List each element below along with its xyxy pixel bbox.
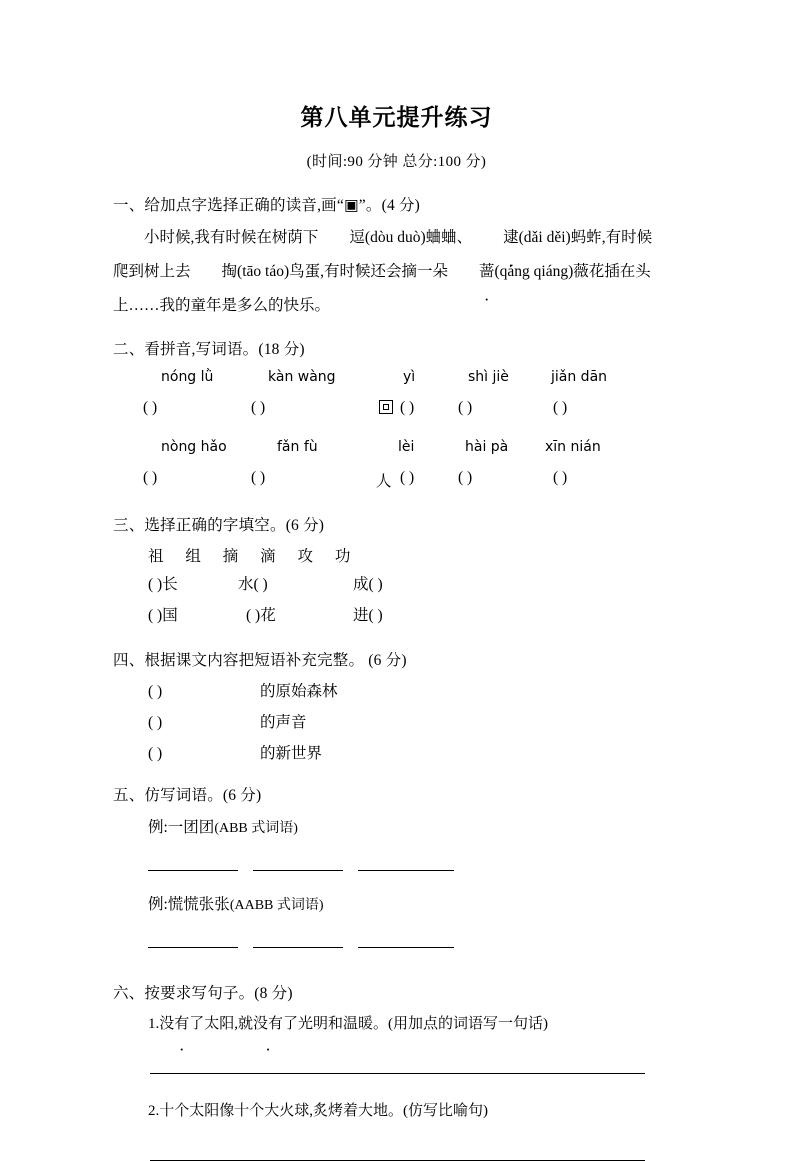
fill-blank[interactable]: 成( ): [353, 575, 383, 593]
section-5-blank-row-2: [148, 935, 793, 961]
para-text: (dòu duò)蛐蛐、: [364, 228, 473, 246]
section-4-item-3: [148, 738, 793, 769]
pinyin-xin-nian: xīn nián: [545, 438, 601, 455]
answer-blank[interactable]: ( ): [251, 398, 266, 416]
dotted-phrase-jiumeiyoule: 就没有了: [238, 1015, 299, 1032]
section-3-row-2: [148, 603, 793, 634]
write-blank[interactable]: [253, 947, 343, 948]
prefix-char-ren: 人: [376, 472, 392, 490]
question-text: 太阳,: [204, 1015, 239, 1032]
example-note: (ABB 式词语): [214, 820, 298, 836]
section-5-example-2: [148, 890, 793, 921]
question-number: 2.: [148, 1102, 160, 1119]
para-text: (tāo táo)鸟蛋,有时候还会摘一朵: [237, 262, 448, 280]
section-2-answer-row-2: [113, 469, 793, 501]
answer-rule-2[interactable]: [150, 1160, 645, 1161]
dotted-char-tao: 掏: [221, 262, 238, 280]
pinyin-nong-hao: nòng hǎo: [161, 438, 227, 455]
write-blank[interactable]: [148, 870, 238, 871]
example-note: (AABB 式词语): [229, 897, 324, 913]
section-3-row-1: [148, 572, 793, 603]
item-label: 的新世界: [260, 744, 323, 762]
section-6-heading: 六、按要求写句子。(8 分): [113, 984, 293, 1002]
section-5-heading: 五、仿写词语。(6 分): [113, 786, 262, 804]
answer-blank[interactable]: ( ): [148, 744, 163, 762]
pinyin-yi: yì: [403, 368, 416, 385]
answer-blank[interactable]: ( ): [400, 398, 415, 416]
section-2-pinyin-row-1: [113, 369, 793, 399]
dotted-char-dai: 逮: [503, 228, 519, 246]
answer-blank[interactable]: ( ): [148, 713, 163, 731]
answer-blank[interactable]: ( ): [143, 398, 158, 416]
para-text: 小时候,我有时候在树荫下: [144, 228, 319, 246]
write-blank[interactable]: [358, 870, 454, 871]
section-3-char-pool: 祖 组 摘 滴 攻 功: [148, 547, 360, 565]
answer-blank[interactable]: ( ): [458, 468, 473, 486]
dotted-phrase-meiyoule: 没有了: [159, 1015, 205, 1032]
section-2-pinyin-row-2: [113, 439, 793, 469]
answer-blank[interactable]: ( ): [251, 468, 266, 486]
section-4-item-2: [148, 707, 793, 738]
fill-blank[interactable]: 水( ): [238, 575, 268, 593]
page-title: 第八单元提升练习: [300, 105, 493, 130]
pinyin-shi-jie: shì jiè: [468, 368, 509, 385]
question-text: 光明和温暖。(用加点的词语写一句话): [298, 1015, 549, 1032]
item-label: 的声音: [260, 713, 307, 731]
pinyin-kan-wang: kàn wàng: [268, 368, 336, 385]
write-blank[interactable]: [358, 947, 454, 948]
para-text: 上……我的童年是多么的快乐。: [113, 296, 331, 314]
para-text: (qáng qiáng)薇花插在头: [494, 262, 651, 280]
prefix-box-icon: [379, 399, 393, 418]
section-4-item-1: [148, 676, 793, 707]
section-5-blank-row-1: [148, 858, 793, 884]
fill-blank[interactable]: ( )花: [246, 606, 276, 624]
answer-blank[interactable]: ( ): [400, 468, 415, 486]
pinyin-jian-dan: jiǎn dān: [551, 368, 608, 385]
fill-blank[interactable]: 进( ): [353, 606, 383, 624]
write-blank[interactable]: [148, 947, 238, 948]
answer-rule-1[interactable]: [150, 1073, 645, 1074]
answer-blank[interactable]: ( ): [458, 398, 473, 416]
section-2-heading: 二、看拼音,写词语。(18 分): [113, 340, 305, 358]
answer-blank[interactable]: ( ): [553, 468, 568, 486]
section-3-heading: 三、选择正确的字填空。(6 分): [113, 516, 325, 534]
section-6-question-2: [148, 1096, 793, 1126]
section-1-heading: 一、给加点字选择正确的读音,画“▣”。(4 分): [113, 196, 421, 214]
pinyin-fan-fu: fǎn fù: [277, 438, 318, 455]
answer-blank[interactable]: ( ): [143, 468, 158, 486]
dotted-char-dou: 逗: [349, 228, 365, 246]
para-text: 到树上去: [128, 262, 191, 280]
section-4-heading: 四、根据课文内容把短语补充完整。 (6 分): [113, 651, 407, 669]
fill-blank[interactable]: ( )国: [148, 606, 178, 624]
question-number: 1.: [148, 1015, 160, 1032]
pinyin-lei: lèi: [398, 438, 415, 455]
dotted-char-qiang: 蔷: [479, 262, 495, 280]
example-label: 例:一团团: [148, 818, 215, 836]
pinyin-nong-lv: nóng lǜ: [161, 368, 214, 385]
section-5-example-1: [148, 813, 793, 844]
item-label: 的原始森林: [260, 682, 338, 700]
para-text: (dǎi děi)蚂蚱,有时候爬: [113, 228, 653, 280]
exam-subtitle: (时间:90 分钟 总分:100 分): [306, 153, 487, 170]
example-label: 例:慌慌张张: [148, 895, 230, 913]
section-1-paragraph: [113, 221, 658, 323]
fill-blank[interactable]: ( )长: [148, 575, 178, 593]
answer-blank[interactable]: ( ): [553, 398, 568, 416]
section-2-answer-row-1: [113, 399, 793, 431]
question-text: 十个太阳像十个大火球,炙烤着大地。(仿写比喻句): [159, 1102, 488, 1119]
answer-blank[interactable]: ( ): [148, 682, 163, 700]
section-6-question-1: [148, 1009, 793, 1039]
write-blank[interactable]: [253, 870, 343, 871]
pinyin-hai-pa: hài pà: [465, 438, 509, 455]
